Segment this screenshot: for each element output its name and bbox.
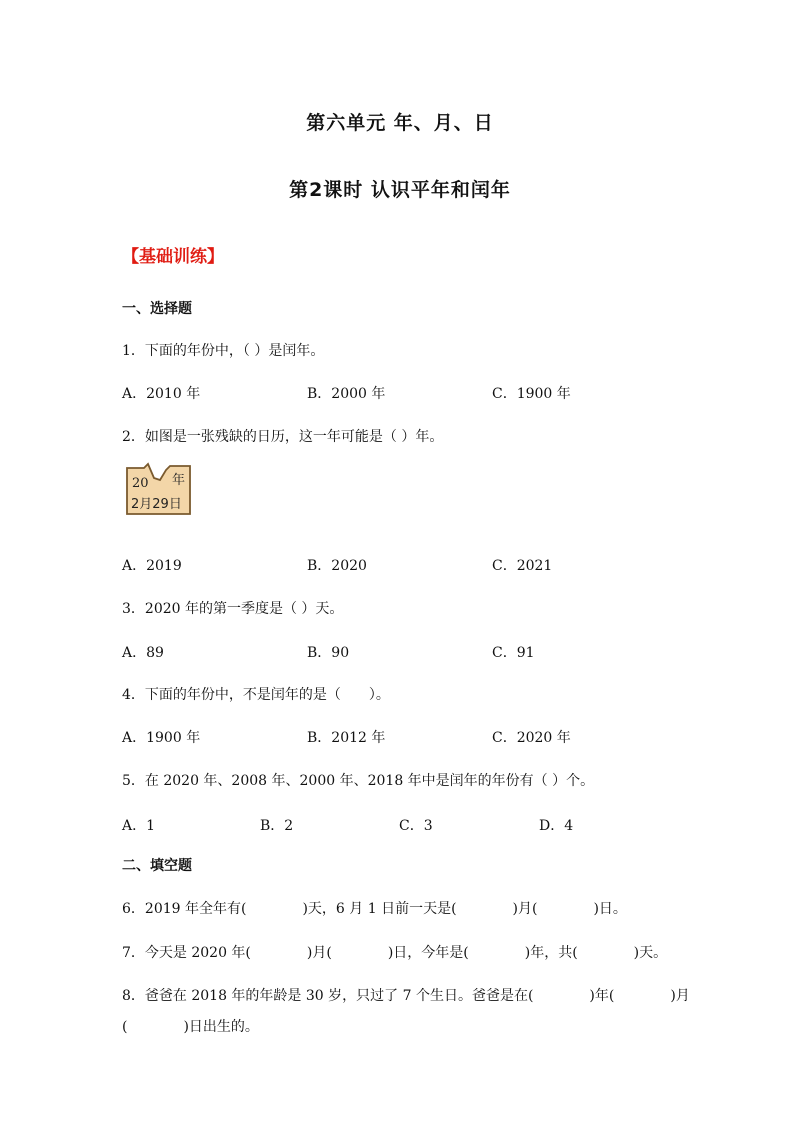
torn-calendar-image bbox=[124, 462, 194, 518]
unit-title: 第六单元 年、月、日 bbox=[306, 112, 494, 134]
q1-option-b: B．2000 年 bbox=[307, 386, 386, 402]
q3-option-b: B．90 bbox=[307, 645, 350, 661]
q4-option-c: C．2020 年 bbox=[492, 730, 571, 746]
question-3: 3．2020 年的第一季度是（ ）天。 bbox=[122, 601, 344, 617]
calendar-year-suffix: 年 bbox=[172, 473, 186, 488]
question-1: 1．下面的年份中，（ ）是闰年。 bbox=[122, 343, 325, 359]
lesson-title: 第2课时 认识平年和闰年 bbox=[289, 179, 511, 201]
section-label: 【基础训练】 bbox=[122, 247, 224, 267]
q1-option-c: C．1900 年 bbox=[492, 386, 571, 402]
part1-heading: 一、选择题 bbox=[122, 301, 192, 317]
q4-option-b: B．2012 年 bbox=[307, 730, 386, 746]
q2-option-c: C．2021 bbox=[492, 558, 553, 574]
q3-option-c: C．91 bbox=[492, 645, 535, 661]
calendar-date: 2月29日 bbox=[131, 497, 182, 512]
q4-option-a: A．1900 年 bbox=[122, 730, 201, 746]
calendar-year-prefix: 20 bbox=[132, 476, 149, 491]
q3-option-a: A．89 bbox=[122, 645, 164, 661]
q5-option-c: C．3 bbox=[399, 818, 433, 834]
question-8-line-2: ( )日出生的。 bbox=[122, 1019, 259, 1035]
question-6: 6．2019 年全年有( )天，6 月 1 日前一天是( )月( )日。 bbox=[122, 901, 627, 917]
q1-option-a: A．2010 年 bbox=[122, 386, 201, 402]
question-2: 2．如图是一张残缺的日历，这一年可能是（ ）年。 bbox=[122, 429, 444, 445]
q5-option-d: D．4 bbox=[539, 818, 574, 834]
question-4: 4．下面的年份中，不是闰年的是（ ）。 bbox=[122, 687, 390, 703]
q5-option-b: B．2 bbox=[260, 818, 294, 834]
question-7: 7．今天是 2020 年( )月( )日，今年是( )年，共( )天。 bbox=[122, 945, 668, 961]
question-8-line-1: 8．爸爸在 2018 年的年龄是 30 岁，只过了 7 个生日。爸爸是在( )年( )月 bbox=[122, 988, 690, 1004]
question-5: 5．在 2020 年、2008 年、2000 年、2018 年中是闰年的年份有（ ）个。 bbox=[122, 773, 595, 789]
q2-option-b: B．2020 bbox=[307, 558, 367, 574]
q2-option-a: A．2019 bbox=[122, 558, 182, 574]
part2-heading: 二、填空题 bbox=[122, 858, 192, 874]
q5-option-a: A．1 bbox=[122, 818, 156, 834]
